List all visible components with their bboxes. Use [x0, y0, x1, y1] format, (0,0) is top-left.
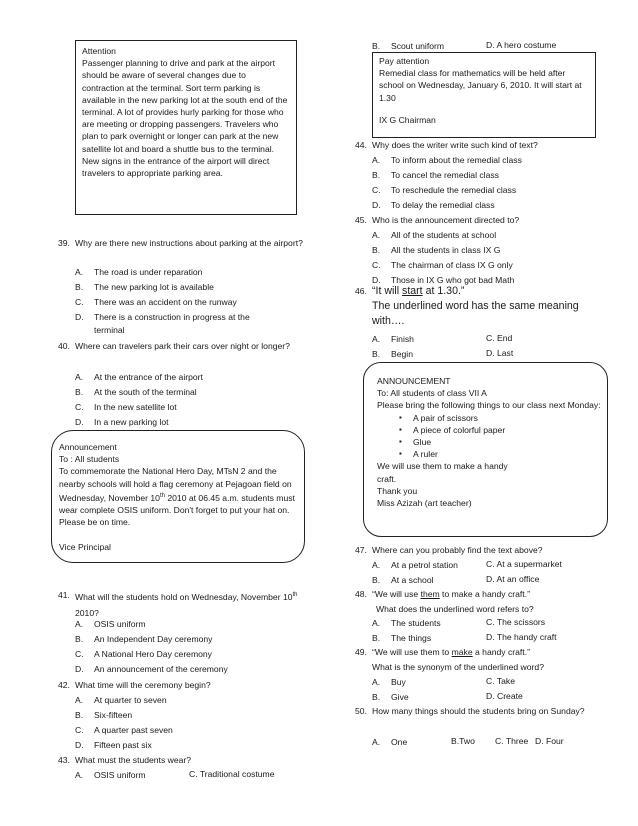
option-48-c[interactable]: C. The scissors [486, 617, 546, 627]
announcement-signature: Vice Principal [59, 542, 111, 553]
pay-attention-box [372, 52, 596, 138]
question-number: 47. [355, 545, 367, 555]
class-announcement-signature: Miss Azizah (art teacher) [377, 498, 472, 509]
question-quote: “We will use them to make a handy craft.” [372, 647, 530, 657]
question-number: 48. [355, 589, 367, 599]
question-quote: “It will start at 1.30.” [372, 285, 465, 297]
question-number: 39. [58, 238, 70, 248]
list-item: ▪ A pair of scissors [377, 412, 601, 424]
question-quote: “We will use them to make a handy craft.” [372, 589, 530, 599]
option-46-c[interactable]: C. End [486, 333, 513, 343]
announcement-body: To commemorate the National Hero Day, MTsN 2 and the nearby schools will hold a flag ceremony at Pejagoan field on Wednesday, November 10th 2010 at 06.45 a.m. students must wear complete OSIS uniform. Don't forget to put your hat on. Please be on time. [59, 466, 295, 528]
announcement-title: Announcement [59, 442, 117, 452]
question-number: 44. [355, 140, 367, 150]
pay-attention-title: Pay attention [379, 56, 430, 66]
question-text: How many things should the students bring on Sunday? [372, 706, 585, 716]
option-50-b[interactable]: B.Two [451, 736, 475, 746]
option-49-d[interactable]: D. Create [486, 691, 523, 701]
question-48-text: What does the underlined word refers to? [376, 604, 534, 614]
question-number: 42. [58, 680, 70, 690]
list-item: ▪ Glue [377, 436, 601, 448]
question-number: 46. [355, 286, 367, 296]
option-50-d[interactable]: D. Four [535, 736, 564, 746]
option-47-d[interactable]: D. At an office [486, 574, 540, 584]
question-number: 49. [355, 647, 367, 657]
question-number: 40. [58, 341, 70, 351]
class-announcement-box [363, 362, 608, 537]
question-text: Who is the announcement directed to? [372, 215, 520, 225]
question-text: What will the students hold on Wednesday, November 10th 2010? [75, 591, 298, 618]
class-announcement-title: ANNOUNCEMENT [377, 376, 451, 386]
announcement-box [51, 430, 305, 563]
class-announcement-body: Please bring the following things to our class next Monday: [377, 400, 601, 411]
question-text: Why does the writer write such kind of text? [372, 140, 538, 150]
question-text: What must the students wear? [75, 755, 192, 765]
list-item: ▪ A piece of colorful paper [377, 424, 601, 436]
announcement-recipient: To : All students [59, 454, 120, 465]
question-49-text: What is the synonym of the underlined word? [372, 662, 544, 672]
option-43-d[interactable]: D. A hero costume [486, 40, 557, 50]
option-43-c[interactable]: C. Traditional costume [189, 769, 275, 779]
option-46-d[interactable]: D. Last [486, 348, 514, 358]
attention-title: Attention [82, 46, 116, 56]
option-50-c[interactable]: C. Three [495, 736, 529, 746]
attention-notice-box [75, 40, 297, 215]
question-number: 43. [58, 755, 70, 765]
items-list [377, 412, 601, 461]
question-number: 41. [58, 590, 70, 600]
attention-body: Passenger planning to drive and park at the airport should be aware of several changes due to contraction at the terminal. Sort term parking is available in the new parking lot at the south end of the terminal. A lot of provides hurly parking for those who are meeting or dropping passengers. Travelers who plan to park overnight or longer can park at the new satellite lot and board a shuttle bus to the terminal. New signs in the entrance of the airport will direct travelers to appropriate parking area. [82, 58, 288, 179]
pay-attention-body: Remedial class for mathematics will be held after school on Wednesday, January 6, 2010. It will start at 1.30 [379, 68, 582, 103]
option-47-c[interactable]: C. At a supermarket [486, 559, 562, 569]
class-announcement-closing: We will use them to make a handy craft. [377, 461, 508, 484]
question-number: 45. [355, 215, 367, 225]
class-announcement-recipient: To: All students of class VII A [377, 388, 487, 399]
option-49-c[interactable]: C. Take [486, 676, 515, 686]
pay-attention-signature: IX G Chairman [379, 114, 436, 125]
option-48-d[interactable]: D. The handy craft [486, 632, 557, 642]
question-text: Where can travelers park their cars over night or longer? [75, 341, 290, 351]
question-46-text: The underlined word has the same meaning with…. [372, 300, 579, 327]
question-number: 50. [355, 706, 367, 716]
list-item: ▪ A ruler [377, 448, 601, 460]
class-announcement-thanks: Thank you [377, 485, 418, 496]
question-text: Where can you probably find the text above? [372, 545, 543, 555]
question-text: Why are there new instructions about parking at the airport? [75, 238, 303, 248]
question-text: What time will the ceremony begin? [75, 680, 211, 690]
